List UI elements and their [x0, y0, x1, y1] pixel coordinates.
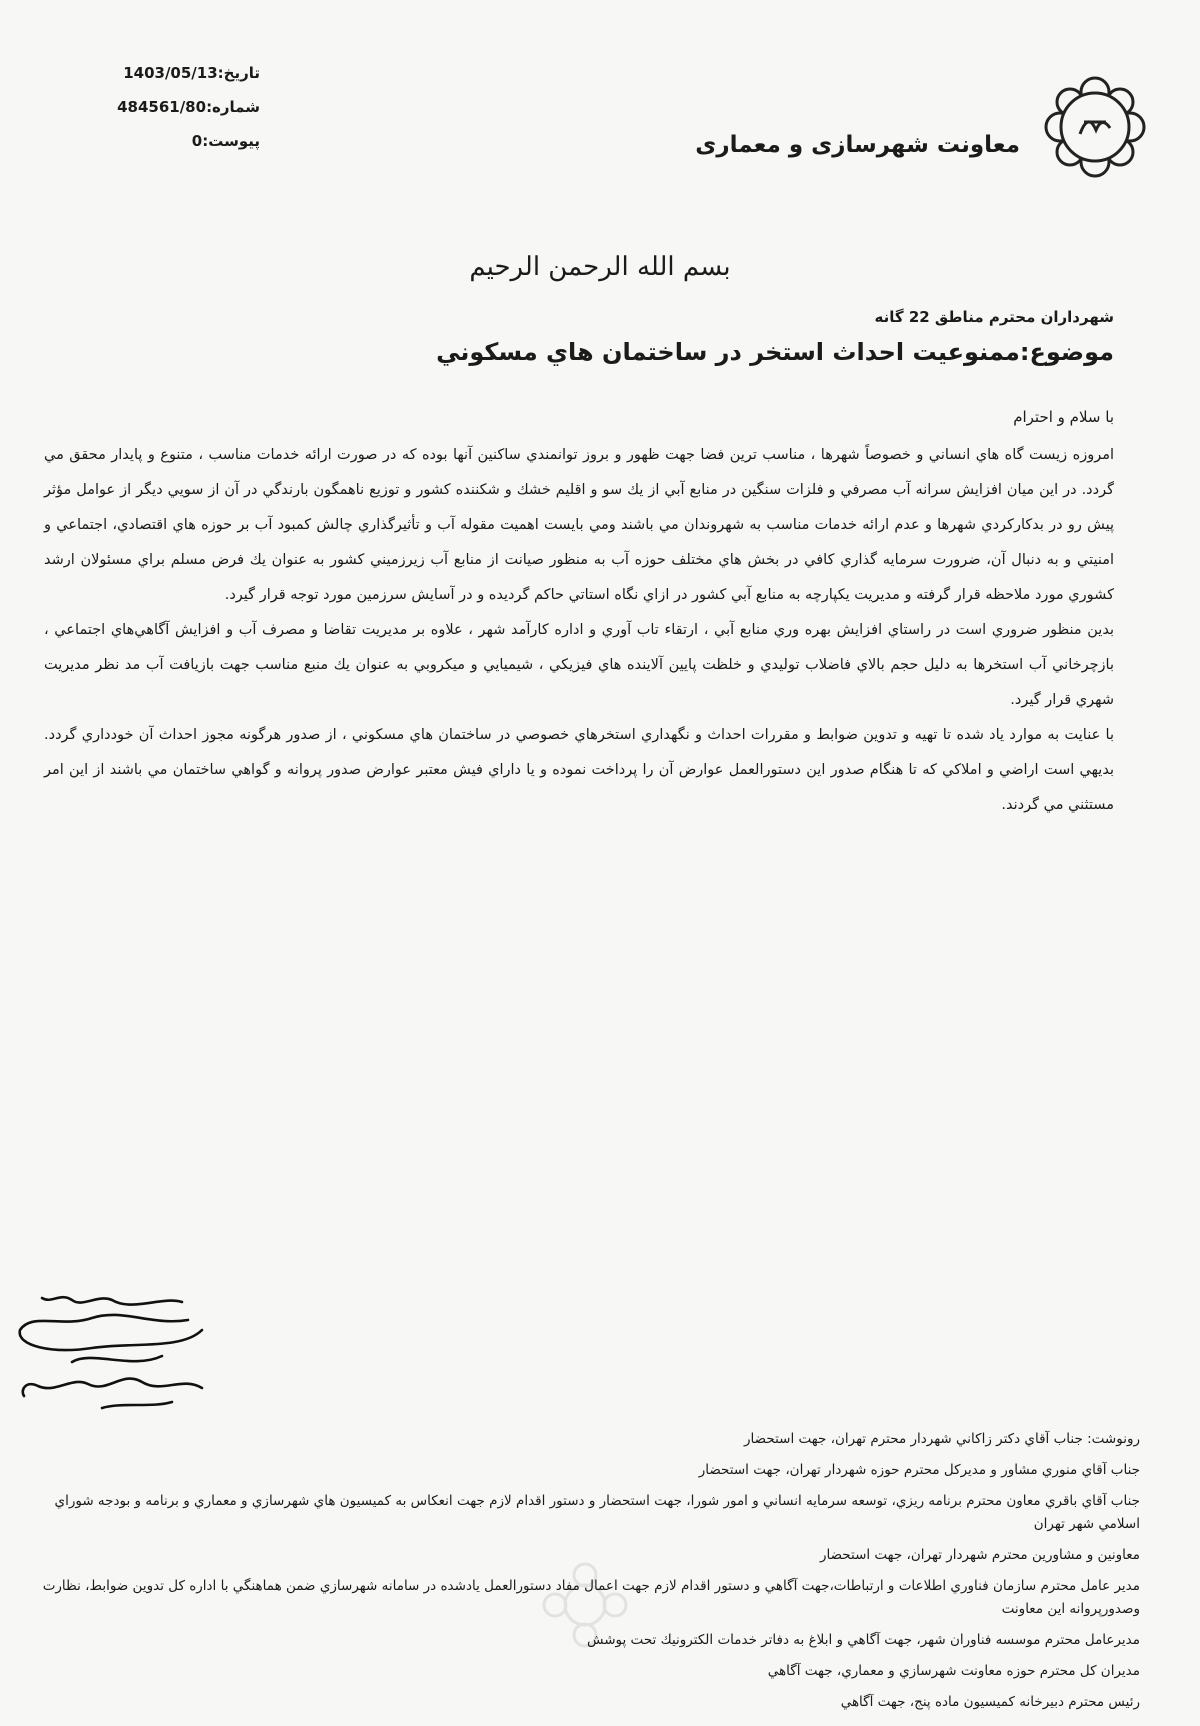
cc-item: رونوشت: جناب آقاي دكتر زاكاني شهردار محترم تهران، جهت استحضار — [744, 1431, 1140, 1447]
subject-line: موضوع:ممنوعيت احداث استخر در ساختمان هاي مسكوني — [436, 338, 1114, 366]
body-paragraph-3: با عنايت به موارد ياد شده تا تهيه و تدوين ضوابط و مقررات احداث و نگهداري استخرهاي خصوصي در ساختمان هاي مسكوني ، از صدور هرگونه مجوز احداث آن خودداري گردد. بديهي است اراضي و املاكي كه تا هنگام صدور اين دستورالعمل عوارض آن را پرداخت نموده و يا داراي فيش معتبر عوارض صدور پروانه و گواهي ساختمان مي باشند از اين امر مستثني مي گردند. — [44, 727, 1114, 813]
cc-item: مدير عامل محترم سازمان فناوري اطلاعات و ارتباطات،جهت آگاهي و دستور اقدام لازم جهت اعمال مفاد دستورالعمل يادشده در سامانه شهرسازي ضمن هماهنگي با اداره كل تدوين ضوابط، نظارت وصدورپروانه اين معاونت — [42, 1578, 1140, 1617]
handwritten-signature — [12, 1290, 212, 1420]
attachment-line: پيوست:0 — [191, 132, 260, 150]
cc-item: معاونين و مشاورين محترم شهردار تهران، جهت استحضار — [819, 1547, 1140, 1563]
carbon-copy-list — [40, 1424, 1140, 1713]
cc-item: مديران كل محترم حوزه معاونت شهرسازي و معماري، جهت آگاهي — [767, 1663, 1140, 1679]
date-line: تاريخ:1403/05/13 — [123, 64, 260, 82]
cc-item: جناب آقاي منوري مشاور و مديركل محترم حوزه شهردار تهران، جهت استحضار — [698, 1462, 1140, 1478]
cc-item: رئيس محترم دبيرخانه كميسيون ماده پنج، جهت آگاهي — [840, 1694, 1140, 1710]
recipient: شهرداران محترم مناطق 22 گانه — [874, 308, 1114, 326]
department-name: معاونت شهرسازی و معماری — [695, 132, 1020, 158]
greeting: با سلام و احترام — [1013, 408, 1114, 426]
number-line: شماره:484561/80 — [117, 98, 260, 116]
cc-item: جناب آقاي باقري معاون محترم برنامه ريزي، توسعه سرمايه انساني و امور شورا، جهت استحضار و دستور اقدام لازم جهت انعكاس به كميسيون هاي شهرسازي و معماري و برنامه و بودجه شوراي اسلامي شهر تهران — [54, 1493, 1140, 1532]
body-paragraph-1: امروزه زيست گاه هاي انساني و خصوصاً شهرها ، مناسب ترين فضا جهت ظهور و بروز توانمندي ساكنين آنها بوده كه در صورت ارائه خدمات مناسب ، متنوع و پايدار محقق مي گردد. در اين ميان افزايش سرانه آب مصرفي و فلزات سنگين در منابع آبي از يك سو و اقليم خشك و شكننده كشور و توزيع ناهمگون بارندگي در آن از سويي ديگر از عوامل مؤثر پيش رو در بدكاركردي شهرها و عدم ارائه خدمات مناسب به شهروندان مي باشند ومي بايست اهميت مقوله آب و تأثيرگذاري چالش كمبود آب بر حوزه هاي اقتصادي، اجتماعي و امنيتي و به دنبال آن، ضرورت سرمايه گذاري كافي در بخش هاي مختلف حوزه آب به منظور صيانت از منابع آب زيرزميني كشور به عنوان يك فرض مسلم براي مسئولان ارشد كشوري مورد ملاحظه قرار گرفته و مديريت يكپارچه به منابع آبي كشور در ازاي نگاه استاتي حاكم گرديده و در آسايش سرزمين مورد توجه قرار گيرد. — [44, 447, 1114, 603]
letter-meta — [70, 56, 260, 158]
bismillah: بسم الله الرحمن الرحيم — [469, 252, 731, 282]
body-paragraph-2: بدين منظور ضروري است در راستاي افزايش بهره وري منابع آبي ، ارتقاء تاب آوري و اداره كارآمد شهر ، علاوه بر مديريت تقاضا و مصرف آب و افزايش آگاهي‌هاي اجتماعي ، بازچرخاني آب استخرها به دليل حجم بالاي فاضلاب توليدي و خلظت پايين آلاينده هاي فيزيكي ، شيميايي و ميكروبي به عنوان يك منبع مناسب جهت بازيافت آب مد نظر مديريت شهري قرار گيرد. — [44, 622, 1114, 708]
letter-body — [44, 438, 1114, 823]
cc-item: مديرعامل محترم موسسه فناوران شهر، جهت آگاهي و ابلاغ به دفاتر خدمات الكترونيك تحت پوشش — [587, 1632, 1140, 1648]
tehran-municipality-logo-icon — [1040, 72, 1150, 182]
